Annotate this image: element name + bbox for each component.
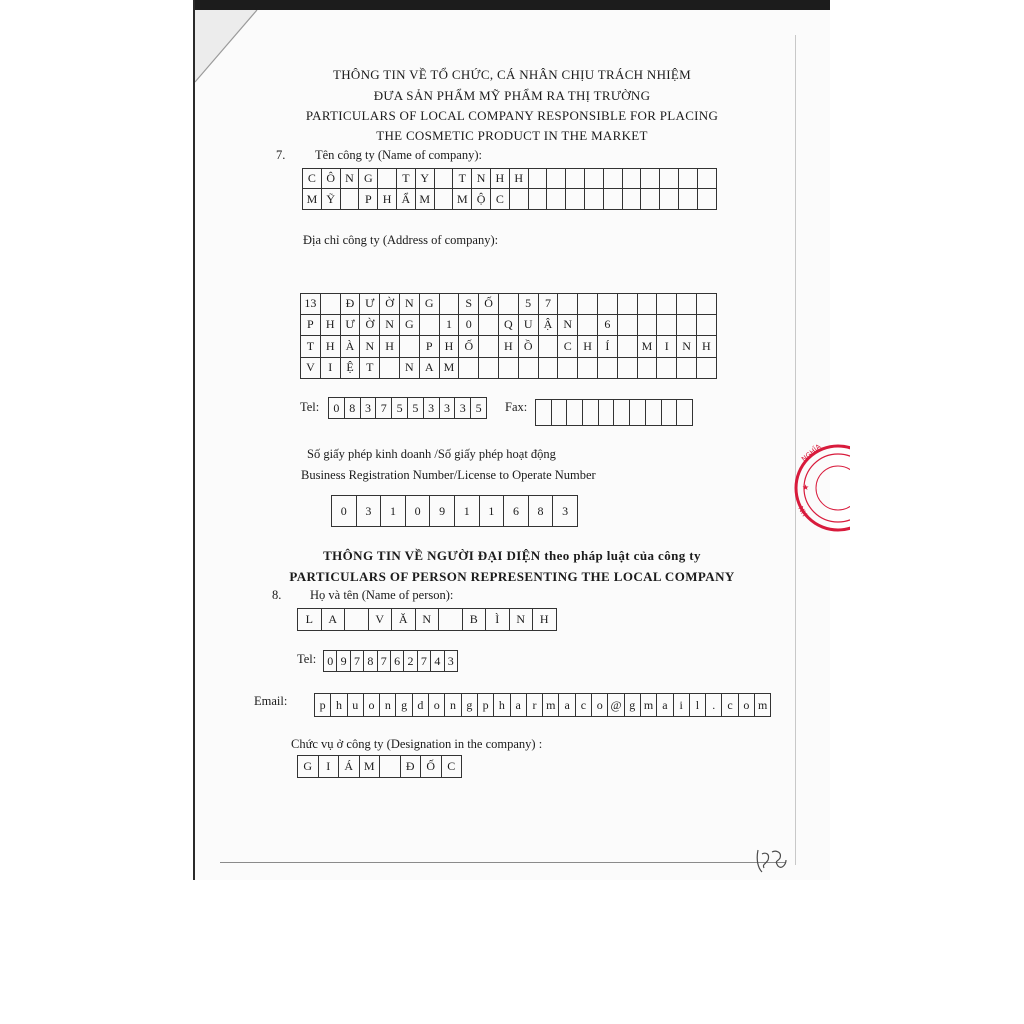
section-number-7: 7.	[276, 148, 286, 162]
address-cell: M	[638, 336, 658, 358]
address-cell: Ố	[459, 336, 479, 358]
fax-digit	[677, 399, 693, 426]
address-cell	[380, 358, 400, 380]
address-cell: N	[400, 358, 420, 380]
fax-digit	[614, 399, 630, 426]
address-cell: N	[400, 293, 420, 315]
designation-cell	[380, 755, 401, 778]
address-cell: H	[321, 315, 341, 337]
email-cell: o	[592, 693, 608, 717]
email-cell: m	[755, 693, 771, 717]
svg-text:★: ★	[802, 483, 810, 492]
company-name-cell	[547, 168, 566, 189]
address-cell	[657, 293, 677, 315]
license-digit: 1	[381, 495, 406, 527]
company-name-cell	[604, 168, 623, 189]
address-cell	[638, 315, 658, 337]
company-name-cell	[585, 189, 604, 210]
company-name-cell: M	[453, 189, 472, 210]
address-cell: Ậ	[539, 315, 559, 337]
designation-cell: I	[319, 755, 340, 778]
company-name-cell: H	[491, 168, 510, 189]
address-row	[300, 358, 717, 380]
address-cell	[618, 315, 638, 337]
address-cell: 1	[440, 315, 460, 337]
company-name-cell	[660, 189, 679, 210]
svg-text:NGHĨA: NGHĨA	[800, 442, 823, 464]
email-cell: h	[331, 693, 347, 717]
license-number-grid	[331, 495, 578, 527]
email-cell: i	[674, 693, 690, 717]
address-cell	[677, 315, 697, 337]
address-cell	[677, 358, 697, 380]
designation-cell: Đ	[401, 755, 422, 778]
designation-cell: C	[442, 755, 463, 778]
person-name-cell	[345, 608, 369, 631]
company-tel-digit: 0	[329, 397, 345, 419]
email-label: Email:	[254, 694, 288, 708]
email-cell: o	[364, 693, 380, 717]
address-cell: C	[558, 336, 578, 358]
company-name-cell	[604, 189, 623, 210]
address-cell	[598, 358, 618, 380]
designation-cell: Ố	[421, 755, 442, 778]
email-cell: d	[413, 693, 429, 717]
person-name-cell: V	[369, 608, 393, 631]
address-cell: Ồ	[519, 336, 539, 358]
address-cell: Ờ	[360, 315, 380, 337]
rep-header-en: PARTICULARS OF PERSON REPRESENTING THE LOCAL COMPANY	[289, 569, 735, 584]
address-cell: Ệ	[341, 358, 361, 380]
email-cell: g	[462, 693, 478, 717]
person-tel-label: Tel:	[297, 652, 317, 666]
company-name-cell	[679, 168, 698, 189]
company-name-cell: C	[491, 189, 510, 210]
company-name-cell	[341, 189, 360, 210]
address-cell	[420, 315, 440, 337]
address-cell: P	[420, 336, 440, 358]
address-cell: U	[519, 315, 539, 337]
company-tel-digit: 5	[408, 397, 424, 419]
person-name-cell	[439, 608, 463, 631]
company-name-cell: Ộ	[472, 189, 491, 210]
address-cell	[657, 358, 677, 380]
email-cell: o	[739, 693, 755, 717]
email-cell: r	[527, 693, 543, 717]
license-digit: 1	[455, 495, 480, 527]
company-name-cell: C	[303, 168, 322, 189]
license-digit: 3	[357, 495, 382, 527]
company-tel-digit: 8	[345, 397, 361, 419]
company-name-cell	[529, 168, 548, 189]
address-cell	[677, 293, 697, 315]
bottom-rule	[220, 862, 785, 863]
email-cell: a	[657, 693, 673, 717]
address-cell: 7	[539, 293, 559, 315]
address-cell: 13	[301, 293, 321, 315]
address-cell: Ư	[341, 315, 361, 337]
address-cell: N	[360, 336, 380, 358]
license-digit: 6	[504, 495, 529, 527]
company-name-cell	[510, 189, 529, 210]
license-label-en: Business Registration Number/License to Operate Number	[301, 468, 596, 482]
address-cell: H	[578, 336, 598, 358]
person-tel-digit: 7	[351, 650, 364, 672]
fax-digit	[536, 399, 552, 426]
person-name-cell: A	[322, 608, 346, 631]
company-name-cell	[585, 168, 604, 189]
person-name-cell: N	[510, 608, 534, 631]
email-cell: @	[608, 693, 624, 717]
company-seal-stamp	[790, 438, 850, 538]
address-cell	[697, 358, 717, 380]
company-name-cell	[378, 168, 397, 189]
rep-header-vn: THÔNG TIN VỀ NGƯỜI ĐẠI DIỆN theo pháp luật của công ty	[323, 548, 701, 563]
email-cell: g	[625, 693, 641, 717]
company-name-cell	[566, 189, 585, 210]
address-grid	[300, 293, 717, 379]
address-cell	[499, 293, 519, 315]
company-name-cell: T	[397, 168, 416, 189]
address-cell	[321, 293, 341, 315]
person-tel-digit: 7	[378, 650, 391, 672]
license-digit: 3	[553, 495, 578, 527]
address-cell: N	[677, 336, 697, 358]
header-en-line1: PARTICULARS OF LOCAL COMPANY RESPONSIBLE FOR PLACING	[305, 108, 719, 123]
company-name-cell: T	[453, 168, 472, 189]
company-name-cell: Y	[416, 168, 435, 189]
company-tel-digit: 3	[361, 397, 377, 419]
address-cell	[499, 358, 519, 380]
person-tel-digit: 6	[391, 650, 404, 672]
address-cell: À	[341, 336, 361, 358]
address-row	[300, 293, 717, 315]
address-cell	[479, 336, 499, 358]
person-name-cell: Ì	[486, 608, 510, 631]
company-name-cell	[547, 189, 566, 210]
address-cell	[638, 293, 658, 315]
address-cell: P	[301, 315, 321, 337]
address-label: Địa chỉ công ty (Address of company):	[303, 233, 499, 247]
company-name-cell	[435, 189, 454, 210]
address-cell: N	[558, 315, 578, 337]
person-name-cell: H	[533, 608, 557, 631]
company-name-cell	[679, 189, 698, 210]
address-cell	[519, 358, 539, 380]
fax-label: Fax:	[505, 400, 528, 414]
email-cell: u	[348, 693, 364, 717]
person-name-grid	[297, 608, 557, 631]
email-cell: p	[315, 693, 331, 717]
address-cell	[578, 358, 598, 380]
header-vn-line1: THÔNG TIN VỀ TỔ CHỨC, CÁ NHÂN CHỊU TRÁCH NHIỆM	[332, 67, 692, 82]
address-cell: V	[301, 358, 321, 380]
address-cell: 5	[519, 293, 539, 315]
license-label-vn: Số giấy phép kinh doanh /Số giấy phép hoạt động	[307, 447, 556, 461]
person-tel-digit: 0	[324, 650, 337, 672]
company-name-row	[302, 189, 717, 210]
address-cell: Đ	[341, 293, 361, 315]
company-name-cell: M	[303, 189, 322, 210]
person-name-label: Họ và tên (Name of person):	[310, 588, 454, 602]
company-name-cell	[660, 168, 679, 189]
email-cell: g	[396, 693, 412, 717]
license-digit: 0	[332, 495, 357, 527]
address-cell	[697, 315, 717, 337]
address-cell	[618, 358, 638, 380]
address-cell	[558, 293, 578, 315]
company-name-cell: Ô	[322, 168, 341, 189]
fax-digit	[646, 399, 662, 426]
designation-label: Chức vụ ở công ty (Designation in the company) :	[291, 737, 543, 751]
email-cell: .	[706, 693, 722, 717]
address-cell: 6	[598, 315, 618, 337]
company-name-cell: P	[359, 189, 378, 210]
person-name-cell: Ă	[392, 608, 416, 631]
fax-digit	[552, 399, 568, 426]
address-cell	[539, 336, 559, 358]
fax-digit	[583, 399, 599, 426]
email-cell: h	[494, 693, 510, 717]
address-cell	[578, 315, 598, 337]
company-name-cell	[698, 168, 717, 189]
signature-mark	[752, 842, 792, 876]
person-name-cell: N	[416, 608, 440, 631]
company-tel-digit: 3	[440, 397, 456, 419]
address-cell	[479, 315, 499, 337]
company-name-cell	[435, 168, 454, 189]
designation-cell: M	[360, 755, 381, 778]
address-cell	[578, 293, 598, 315]
address-cell: G	[400, 315, 420, 337]
person-tel-digit: 8	[364, 650, 377, 672]
email-cell: a	[511, 693, 527, 717]
company-name-cell: H	[378, 189, 397, 210]
person-tel-digit: 9	[337, 650, 350, 672]
header-vn-line2: ĐƯA SẢN PHẨM MỸ PHẨM RA THỊ TRƯỜNG	[373, 88, 651, 103]
email-cell: c	[722, 693, 738, 717]
designation-cell: Á	[339, 755, 360, 778]
company-name-cell	[641, 189, 660, 210]
company-name-cell	[698, 189, 717, 210]
person-tel-digit: 3	[445, 650, 458, 672]
address-cell: A	[420, 358, 440, 380]
address-cell	[539, 358, 559, 380]
company-name-cell: M	[416, 189, 435, 210]
company-name-cell	[566, 168, 585, 189]
company-name-cell: Ỹ	[322, 189, 341, 210]
person-tel-grid	[323, 650, 458, 672]
company-name-label: Tên công ty (Name of company):	[315, 148, 482, 162]
address-cell	[440, 293, 460, 315]
person-name-cell: B	[463, 608, 487, 631]
company-name-cell: N	[341, 168, 360, 189]
company-name-row	[302, 168, 717, 189]
address-cell: Ố	[479, 293, 499, 315]
license-digit: 8	[529, 495, 554, 527]
address-cell	[400, 336, 420, 358]
email-grid	[314, 693, 771, 717]
company-name-cell: H	[510, 168, 529, 189]
address-cell: N	[380, 315, 400, 337]
address-cell: H	[440, 336, 460, 358]
top-band	[0, 0, 1024, 10]
fax-grid	[535, 399, 693, 426]
fax-digit	[630, 399, 646, 426]
email-cell: l	[690, 693, 706, 717]
address-cell: Ư	[360, 293, 380, 315]
company-tel-digit: 3	[424, 397, 440, 419]
address-cell	[558, 358, 578, 380]
email-cell: a	[559, 693, 575, 717]
company-name-cell	[641, 168, 660, 189]
address-cell: Q	[499, 315, 519, 337]
address-cell: T	[360, 358, 380, 380]
address-cell: S	[459, 293, 479, 315]
person-tel-digit: 7	[418, 650, 431, 672]
person-tel-digit: 2	[404, 650, 417, 672]
person-tel-digit: 4	[431, 650, 444, 672]
address-row	[300, 315, 717, 337]
license-digit: 9	[430, 495, 455, 527]
company-name-cell: Ẩ	[397, 189, 416, 210]
address-cell: G	[420, 293, 440, 315]
company-name-cell	[623, 168, 642, 189]
email-cell: m	[543, 693, 559, 717]
header-en-line2: THE COSMETIC PRODUCT IN THE MARKET	[376, 128, 648, 143]
address-cell: I	[657, 336, 677, 358]
address-cell	[618, 336, 638, 358]
email-cell: n	[445, 693, 461, 717]
address-cell	[618, 293, 638, 315]
company-tel-grid	[328, 397, 487, 419]
address-cell: 0	[459, 315, 479, 337]
address-cell: H	[321, 336, 341, 358]
fax-digit	[662, 399, 678, 426]
address-cell: I	[321, 358, 341, 380]
address-cell: Ờ	[380, 293, 400, 315]
address-cell: H	[380, 336, 400, 358]
company-name-cell	[529, 189, 548, 210]
company-tel-digit: 7	[376, 397, 392, 419]
address-cell	[638, 358, 658, 380]
address-row	[300, 336, 717, 358]
designation-cell: G	[298, 755, 319, 778]
address-cell: T	[301, 336, 321, 358]
address-cell: M	[440, 358, 460, 380]
address-cell	[479, 358, 499, 380]
license-digit: 0	[406, 495, 431, 527]
company-tel-digit: 3	[455, 397, 471, 419]
email-cell: m	[641, 693, 657, 717]
email-cell: p	[478, 693, 494, 717]
address-cell	[697, 293, 717, 315]
company-name-cell: N	[472, 168, 491, 189]
section-number-8: 8.	[272, 588, 282, 602]
company-name-grid	[302, 168, 717, 210]
designation-grid	[297, 755, 462, 778]
company-tel-digit: 5	[392, 397, 408, 419]
address-cell	[459, 358, 479, 380]
company-tel-label: Tel:	[300, 400, 320, 414]
address-cell	[657, 315, 677, 337]
address-cell: H	[697, 336, 717, 358]
company-name-cell: G	[359, 168, 378, 189]
fax-digit	[567, 399, 583, 426]
email-cell: n	[380, 693, 396, 717]
company-tel-digit: 5	[471, 397, 487, 419]
svg-text:NH: NH	[796, 505, 809, 519]
email-cell: o	[429, 693, 445, 717]
address-cell	[598, 293, 618, 315]
company-name-cell	[623, 189, 642, 210]
license-digit: 1	[480, 495, 505, 527]
address-cell: H	[499, 336, 519, 358]
address-cell: Í	[598, 336, 618, 358]
fax-digit	[599, 399, 615, 426]
email-cell: c	[576, 693, 592, 717]
person-name-cell: L	[298, 608, 322, 631]
